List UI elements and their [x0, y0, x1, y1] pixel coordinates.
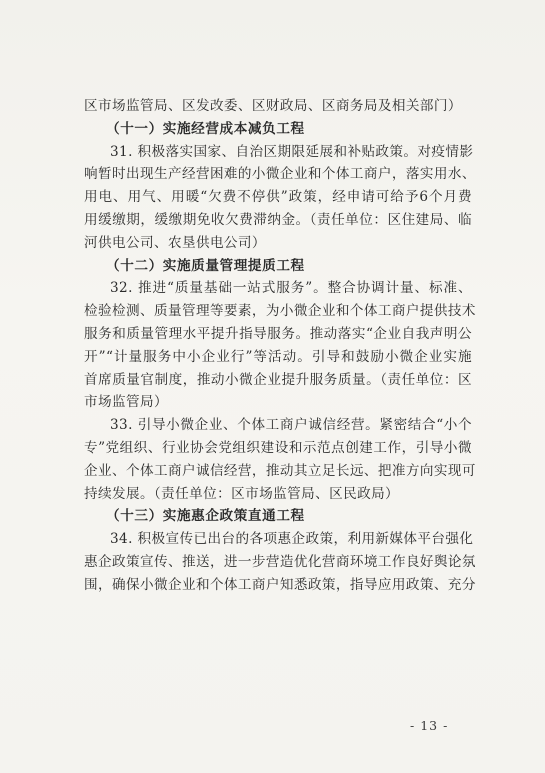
text-line: 区市场监管局、区发改委、区财政局、区商务局及相关部门） — [84, 98, 462, 114]
document-body — [84, 95, 476, 597]
section-heading: （十三）实施惠企政策直通工程 — [106, 508, 305, 525]
paragraph-line: 河供电公司、农垦供电公司） — [84, 234, 266, 251]
paragraph-line: 首席质量官制度，推动小微企业提升服务质量。（责任单位：区 — [84, 371, 472, 388]
paragraph-line: 32. 推进“质量基础一站式服务”。整合协调计量、标准、 — [110, 280, 472, 297]
paragraph-line: 开”“计量服务中小企业行”等活动。引导和鼓励小微企业实施 — [84, 348, 472, 365]
paragraph-line: 用电、用气、用暖“欠费不停供”政策，经申请可给予6个月费 — [84, 189, 472, 206]
page-number: - 13 - — [410, 718, 449, 733]
paragraph-line: 专”党组织、行业协会党组织建设和示范点创建工作，引导小微 — [84, 439, 472, 456]
paragraph-line: 持续发展。（责任单位：区市场监管局、区民政局） — [84, 485, 400, 502]
section-heading: （十一）实施经营成本减负工程 — [106, 120, 305, 137]
paragraph-line: 市场监管局） — [84, 394, 168, 411]
section-heading: （十二）实施质量管理提质工程 — [106, 257, 305, 274]
paragraph-line: 31. 积极落实国家、自治区期限延展和补贴政策。对疫情影 — [110, 143, 474, 160]
paragraph-line: 检验检测、质量管理等要素，为小微企业和个体工商户提供技术 — [84, 303, 476, 320]
paragraph-line: 33. 引导小微企业、个体工商户诚信经营。紧密结合“小个 — [110, 417, 472, 434]
paragraph-line: 34. 积极宣传已出台的各项惠企政策，利用新媒体平台强化 — [110, 531, 474, 548]
paragraph-line: 惠企政策宣传、推送，进一步营造优化营商环境工作良好舆论氛 — [84, 553, 476, 570]
paragraph-line: 用缓缴期，缓缴期免收欠费滞纳金。（责任单位：区住建局、临 — [84, 211, 472, 228]
paragraph-line: 服务和质量管理水平提升指导服务。推动落实“企业自我声明公 — [84, 325, 472, 342]
paragraph-line: 企业、个体工商户诚信经营，推动其立足长远、把准方向实现可 — [84, 462, 476, 479]
paragraph-line: 围，确保小微企业和个体工商户知悉政策，指导应用政策、充分 — [84, 576, 476, 593]
paragraph-line: 响暂时出现生产经营困难的小微企业和个体工商户，落实用水、 — [84, 166, 476, 183]
